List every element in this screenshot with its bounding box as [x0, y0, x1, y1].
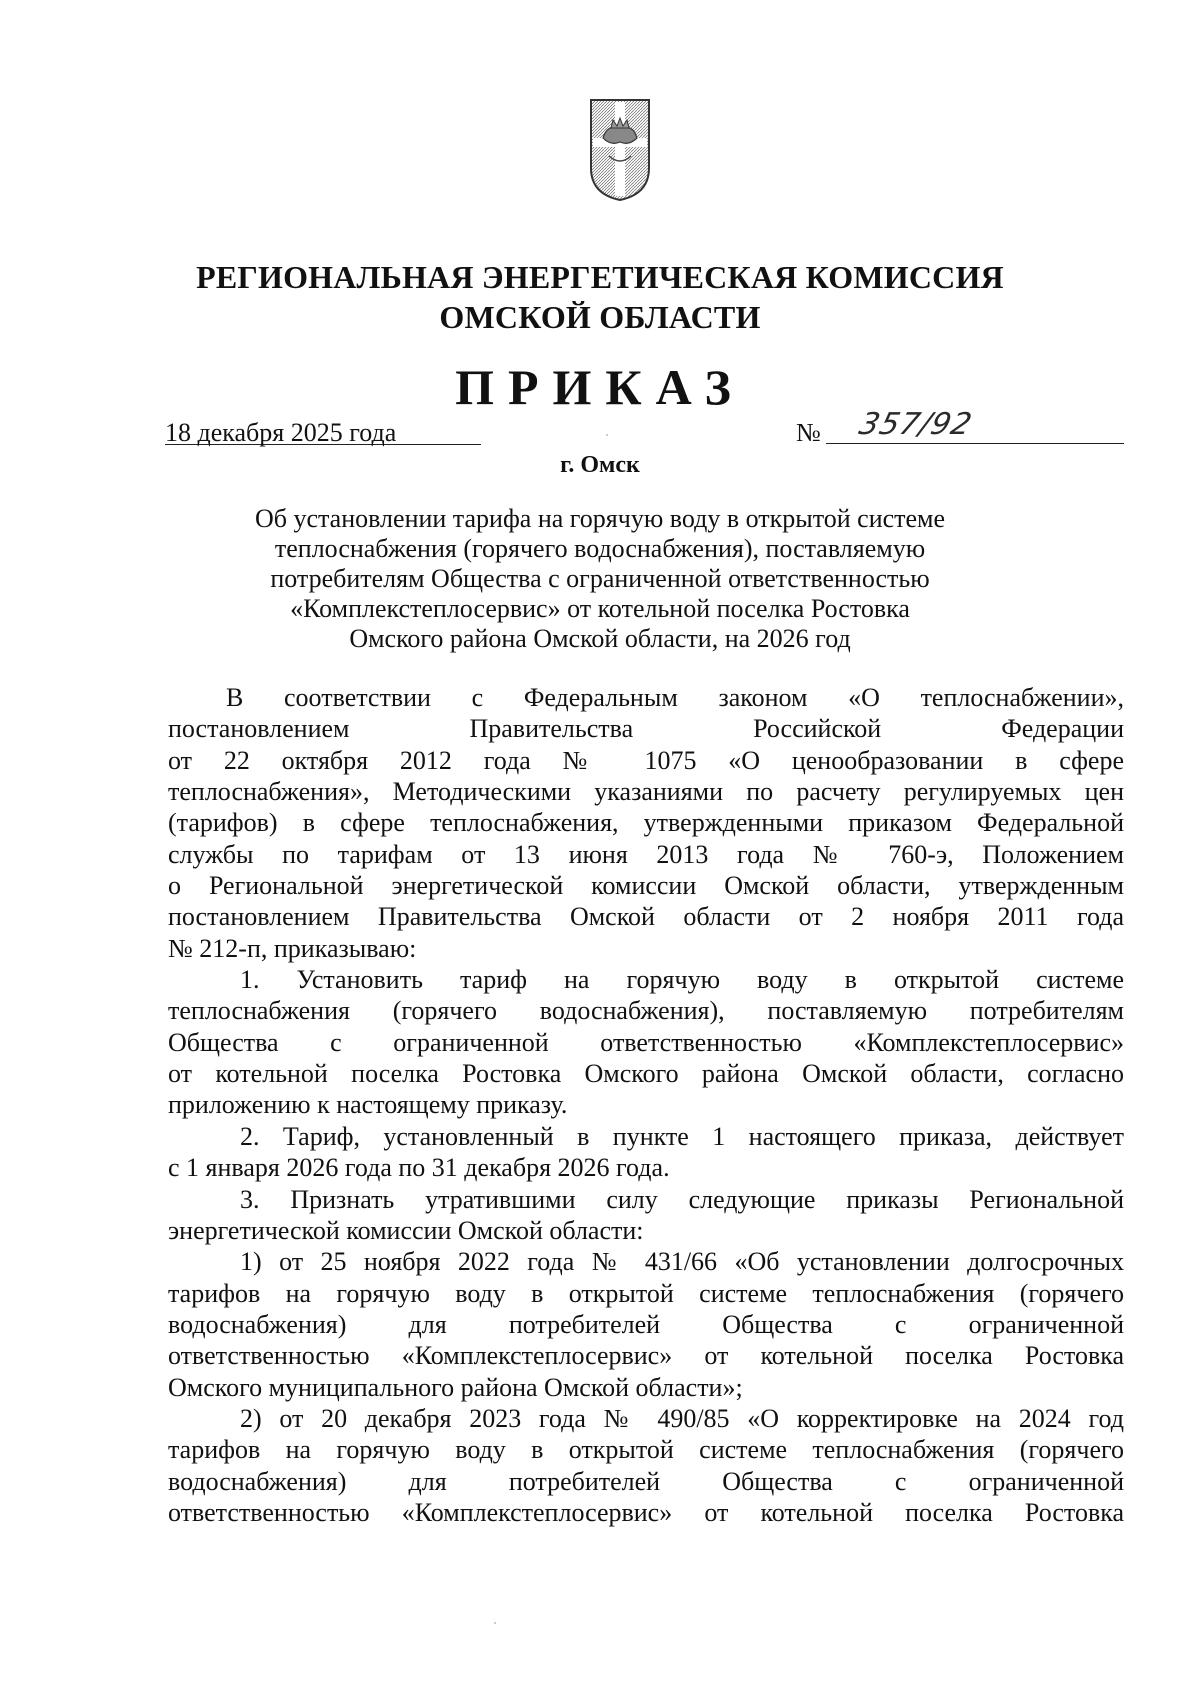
body-text-line: энергетической комиссии Омской области: [168, 1215, 644, 1245]
body-text-line: от котельной поселка Ростовка Омского района Омской области, согласно [168, 1059, 1124, 1089]
scan-speck [494, 1622, 496, 1624]
body-text-line: постановлением Правительства Омской области от 2 ноября 2011 года [168, 902, 1124, 932]
body-text-line: от 22 октября 2012 года № 1075 «О ценообразовании в сфере [168, 745, 1124, 775]
body-text-line: тарифов на горячую воду в открытой системе теплоснабжения (горячего [168, 1435, 1124, 1465]
subject-line: Об установлении тарифа на горячую воду в открытой системе [254, 504, 946, 533]
body-text-line: (тарифов) в сфере теплоснабжения, утвержденными приказом Федеральной [168, 808, 1124, 838]
body-text-line: ответственностью «Комплекстеплосервис» от котельной поселка Ростовка [168, 1341, 1124, 1371]
body-text-line: № 212-п, приказываю: [168, 933, 417, 963]
body-text-line: водоснабжения) для потребителей Общества с ограниченной [168, 1309, 1124, 1339]
body-text-line: теплоснабжения», Методическими указаниями по расчету регулируемых цен [168, 777, 1124, 807]
body-text-line: 3. Признать утратившими силу следующие приказы Региональной [240, 1184, 1124, 1214]
body-text-line: 2. Тариф, установленный в пункте 1 настоящего приказа, действует [240, 1121, 1124, 1151]
body-text-line: В соответствии с Федеральным законом «О теплоснабжении», [226, 683, 1124, 712]
body-text-line: водоснабжения) для потребителей Общества с ограниченной [168, 1466, 1124, 1496]
body-text-line: Омского муниципального района Омской области»; [168, 1372, 743, 1402]
body-text-line: постановлением Правительства Российской Федерации [168, 714, 1124, 744]
subject-line: теплоснабжения (горячего водоснабжения), поставляемую [274, 534, 926, 563]
body-text-line: службы по тарифам от 13 июня 2013 года № 760-э, Положением [168, 839, 1124, 869]
body-text-line: о Региональной энергетической комиссии Омской области, утвержденным [168, 871, 1124, 901]
body-text-line: Общества с ограниченной ответственностью «Комплекстеплосервис» [168, 1027, 1124, 1057]
body-text-line: ответственностью «Комплекстеплосервис» от котельной поселка Ростовка [168, 1497, 1124, 1527]
document-type-title: ПРИКАЗ [455, 359, 745, 415]
number-underline [826, 443, 1124, 444]
body-text-line: 2) от 20 декабря 2023 года № 490/85 «О корректировке на 2024 год [240, 1403, 1124, 1433]
document-subject [200, 504, 1000, 654]
body-text-line: с 1 января 2026 года по 31 декабря 2026 года. [168, 1153, 670, 1183]
body-text-line: теплоснабжения (горячего водоснабжения), поставляемую потребителям [168, 996, 1124, 1026]
body-text-line: 1. Установить тариф на горячую воду в открытой системе [240, 965, 1124, 995]
order-number-field [796, 407, 1124, 447]
subject-line: потребителям Общества с ограниченной ответственностью [270, 564, 930, 593]
body-text-line: приложению к настоящему приказу. [168, 1090, 568, 1120]
subject-line: «Комплекстеплосервис» от котельной поселка Ростовка [290, 594, 910, 623]
coat-of-arms-icon [589, 98, 651, 202]
scan-speck [606, 434, 608, 436]
subject-line: Омского района Омской области, на 2026 год [349, 624, 851, 653]
order-date-field [165, 414, 481, 445]
order-date: 18 декабря 2025 года [165, 418, 397, 447]
order-number-handwritten: 357/92 [855, 407, 976, 442]
organization-name-line2: ОМСКОЙ ОБЛАСТИ [439, 299, 761, 335]
document-body [168, 682, 1124, 1528]
city: г. Омск [560, 452, 640, 478]
body-text-line: тарифов на горячую воду в открытой системе теплоснабжения (горячего [168, 1278, 1124, 1308]
organization-name-line1: РЕГИОНАЛЬНАЯ ЭНЕРГЕТИЧЕСКАЯ КОМИССИЯ [196, 259, 1004, 295]
body-text-line: 1) от 25 ноября 2022 года № 431/66 «Об установлении долгосрочных [240, 1247, 1124, 1277]
number-sign: № [796, 418, 821, 447]
